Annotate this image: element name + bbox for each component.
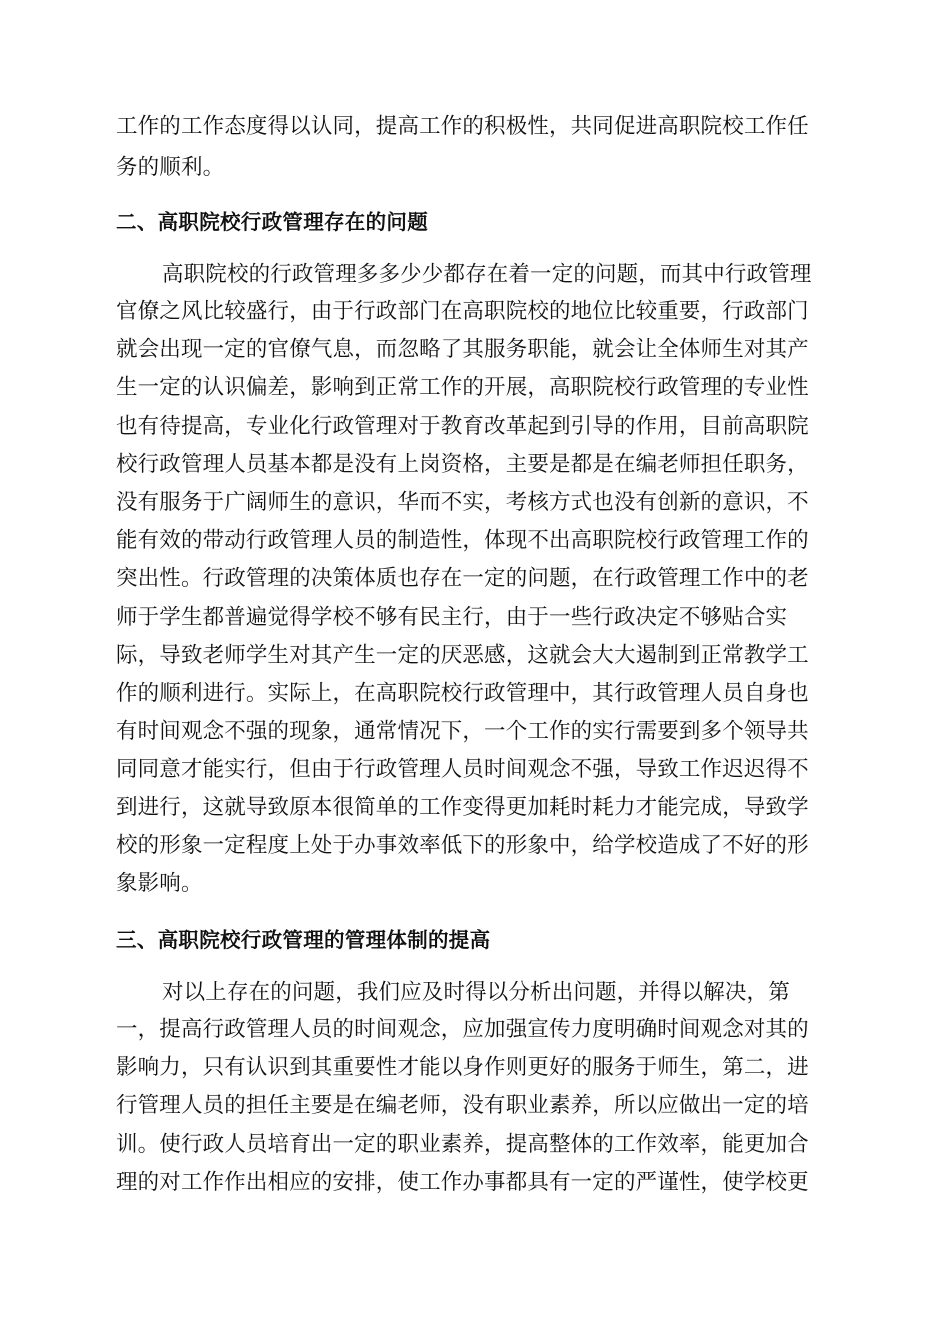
section2-body-line: 作的顺利进行。实际上，在高职院校行政管理中，其行政管理人员自身也 [116, 681, 809, 706]
section3-body-line: 影响力，只有认识到其重要性才能以身作则更好的服务于师生，第二，进 [116, 1055, 809, 1080]
section3-body-line: 一，提高行政管理人员的时间观念，应加强宣传力度明确时间观念对其的 [116, 1017, 809, 1042]
section2-body-line: 能有效的带动行政管理人员的制造性，体现不出高职院校行政管理工作的 [116, 528, 809, 553]
section2-body-line: 有时间观念不强的现象，通常情况下，一个工作的实行需要到多个领导共 [116, 719, 809, 744]
section-heading: 二、高职院校行政管理存在的问题 [116, 210, 428, 234]
section2-body-line: 校行政管理人员基本都是没有上岗资格，主要是都是在编老师担任职务， [116, 452, 809, 477]
section2-body-line: 高职院校的行政管理多多少少都存在着一定的问题，而其中行政管理 [162, 262, 812, 287]
section2-body-line: 也有待提高，专业化行政管理对于教育改革起到引导的作用，目前高职院 [116, 414, 809, 439]
section2-body-line: 师于学生都普遍觉得学校不够有民主行，由于一些行政决定不够贴合实 [116, 605, 788, 630]
section2-body-line: 就会出现一定的官僚气息，而忽略了其服务职能，就会让全体师生对其产 [116, 337, 809, 362]
section3-body-line: 行管理人员的担任主要是在编老师，没有职业素养，所以应做出一定的培 [116, 1093, 809, 1118]
section3-body-line: 对以上存在的问题，我们应及时得以分析出问题，并得以解决，第 [162, 980, 790, 1005]
section2-body-line: 官僚之风比较盛行，由于行政部门在高职院校的地位比较重要，行政部门 [116, 299, 809, 324]
section2-body-line: 突出性。行政管理的决策体质也存在一定的问题，在行政管理工作中的老 [116, 566, 809, 591]
section3-body-line: 训。使行政人员培育出一定的职业素养，提高整体的工作效率，能更加合 [116, 1132, 809, 1157]
paragraph-intro-line: 务的顺利。 [116, 155, 225, 180]
section2-body-line: 到进行，这就导致原本很简单的工作变得更加耗时耗力才能完成，导致学 [116, 795, 809, 820]
section2-body-line: 同同意才能实行，但由于行政管理人员时间观念不强，导致工作迟迟得不 [116, 757, 809, 782]
section2-body-line: 际，导致老师学生对其产生一定的厌恶感，这就会大大遏制到正常教学工 [116, 643, 809, 668]
section2-body-line: 校的形象一定程度上处于办事效率低下的形象中，给学校造成了不好的形 [116, 833, 809, 858]
section2-body-line: 象影响。 [116, 871, 203, 896]
section-heading: 三、高职院校行政管理的管理体制的提高 [116, 928, 491, 952]
section3-body-line: 理的对工作作出相应的安排，使工作办事都具有一定的严谨性，使学校更 [116, 1170, 809, 1195]
section2-body-line: 生一定的认识偏差，影响到正常工作的开展，高职院校行政管理的专业性 [116, 375, 809, 400]
paragraph-intro-line: 工作的工作态度得以认同，提高工作的积极性，共同促进高职院校工作任 [116, 114, 809, 139]
section2-body-line: 没有服务于广阔师生的意识，华而不实，考核方式也没有创新的意识，不 [116, 490, 809, 515]
